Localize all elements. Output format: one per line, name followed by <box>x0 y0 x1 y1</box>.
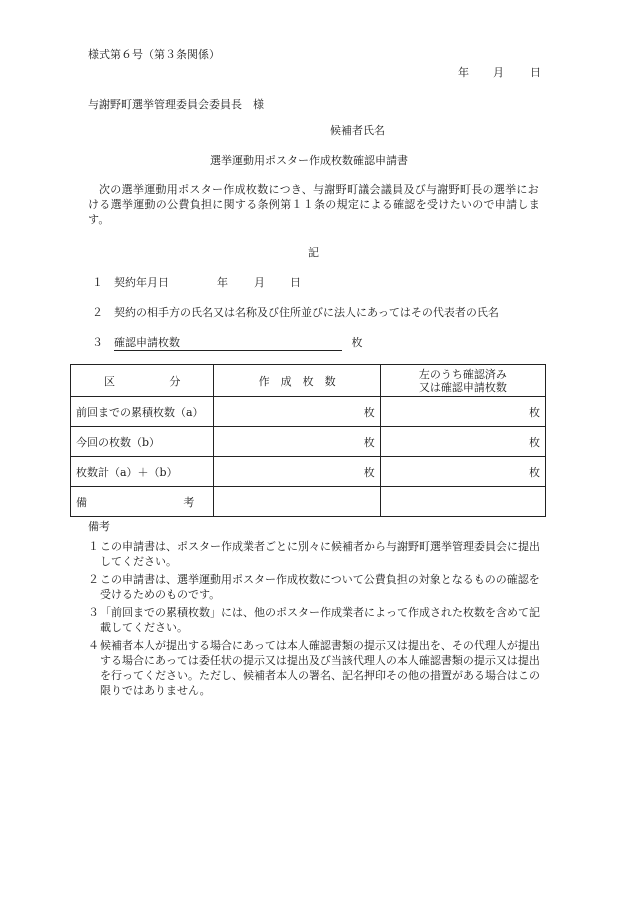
remarks-label <box>71 487 214 517</box>
row-confirmed-cell[interactable]: 枚 <box>380 427 545 457</box>
item3-unit: 枚 <box>351 336 363 349</box>
header-confirmed <box>380 365 545 397</box>
row-count-cell[interactable]: 枚 <box>214 397 380 427</box>
note-text: 候補者本人が提出する場合にあっては本人確認書類の提示又は提出を、その代理人が提出する場合にあっては委任状の提示又は提出及び当該代理人の本人確認書類の提示又は提出を行ってください。ただし、候補者本人の署名、記名押印その他の措置がある場合はこの限りではありません。 <box>100 639 540 697</box>
remarks-label-2: 考 <box>183 495 195 509</box>
poster-count-table <box>70 364 546 517</box>
item3-label: 確認申請枚数 <box>114 336 180 349</box>
note-item <box>88 605 546 635</box>
row-confirmed-cell[interactable]: 枚 <box>380 397 545 427</box>
table-row <box>71 427 546 457</box>
form-label: 様式第６号（第３条関係） <box>88 48 220 61</box>
row-count-cell[interactable]: 枚 <box>214 427 380 457</box>
table-header-row <box>71 365 546 397</box>
document-title: 選挙運動用ポスター作成枚数確認申請書 <box>210 154 408 167</box>
item3-number: ３ <box>92 336 103 349</box>
table-remarks-row <box>71 487 546 517</box>
date-day-label: 日 <box>530 66 541 79</box>
note-text: 「前回までの累積枚数」には、他のポスター作成業者によって作成された枚数を含めて記載してください。 <box>100 606 540 634</box>
item3-field[interactable] <box>114 336 363 351</box>
header-count: 作 成 枚 数 <box>214 365 380 397</box>
remarks-label-1: 備 <box>76 495 87 509</box>
header-category-1: 区 <box>104 374 115 388</box>
table-row <box>71 457 546 487</box>
remarks-cell[interactable] <box>380 487 545 517</box>
note-number: ２ <box>88 573 99 586</box>
notes-title: 備考 <box>88 520 110 533</box>
row-label: 枚数計（a）＋（b） <box>71 457 214 487</box>
note-number: ３ <box>88 606 99 619</box>
header-category <box>71 365 214 397</box>
candidate-name-label: 候補者氏名 <box>330 124 385 137</box>
date-month-label: 月 <box>493 66 504 79</box>
row-label: 今回の枚数（b） <box>71 427 214 457</box>
header-confirmed-line1: 左のうち確認済み <box>418 367 507 381</box>
item2-number: ２ <box>92 306 103 319</box>
date-year-label: 年 <box>458 66 469 79</box>
row-count-cell[interactable]: 枚 <box>214 457 380 487</box>
item1-day: 日 <box>290 276 301 289</box>
note-number: １ <box>88 540 99 553</box>
item2-label: 契約の相手方の氏名又は名称及び住所並びに法人にあってはその代表者の氏名 <box>114 306 499 319</box>
note-item <box>88 638 546 698</box>
note-item <box>88 572 546 602</box>
item1-number: １ <box>92 276 103 289</box>
header-category-2: 分 <box>169 374 181 388</box>
header-confirmed-line2: 又は確認申請枚数 <box>418 380 507 394</box>
item1-year: 年 <box>217 276 228 289</box>
row-confirmed-cell[interactable]: 枚 <box>380 457 545 487</box>
item1-label: 契約年月日 <box>114 276 169 289</box>
note-item <box>88 539 546 569</box>
note-number: ４ <box>88 639 99 652</box>
remarks-cell[interactable] <box>214 487 380 517</box>
note-text: この申請書は、ポスター作成業者ごとに別々に候補者から与謝野町選挙管理委員会に提出してください。 <box>100 540 540 568</box>
ki-heading: 記 <box>308 246 319 259</box>
row-label: 前回までの累積枚数（a） <box>71 397 214 427</box>
recipient: 与謝野町選挙管理委員会委員長 様 <box>88 98 264 111</box>
item1-month: 月 <box>254 276 265 289</box>
intro-paragraph: 次の選挙運動用ポスター作成枚数につき、与謝野町議会議員及び与謝野町長の選挙における選挙運動の公費負担に関する条例第１１条の規定による確認を受けたいので申請します。 <box>88 183 540 226</box>
note-text: この申請書は、選挙運動用ポスター作成枚数について公費負担の対象となるものの確認を受けるためのものです。 <box>100 573 540 601</box>
notes-list <box>88 536 546 698</box>
table-row <box>71 397 546 427</box>
